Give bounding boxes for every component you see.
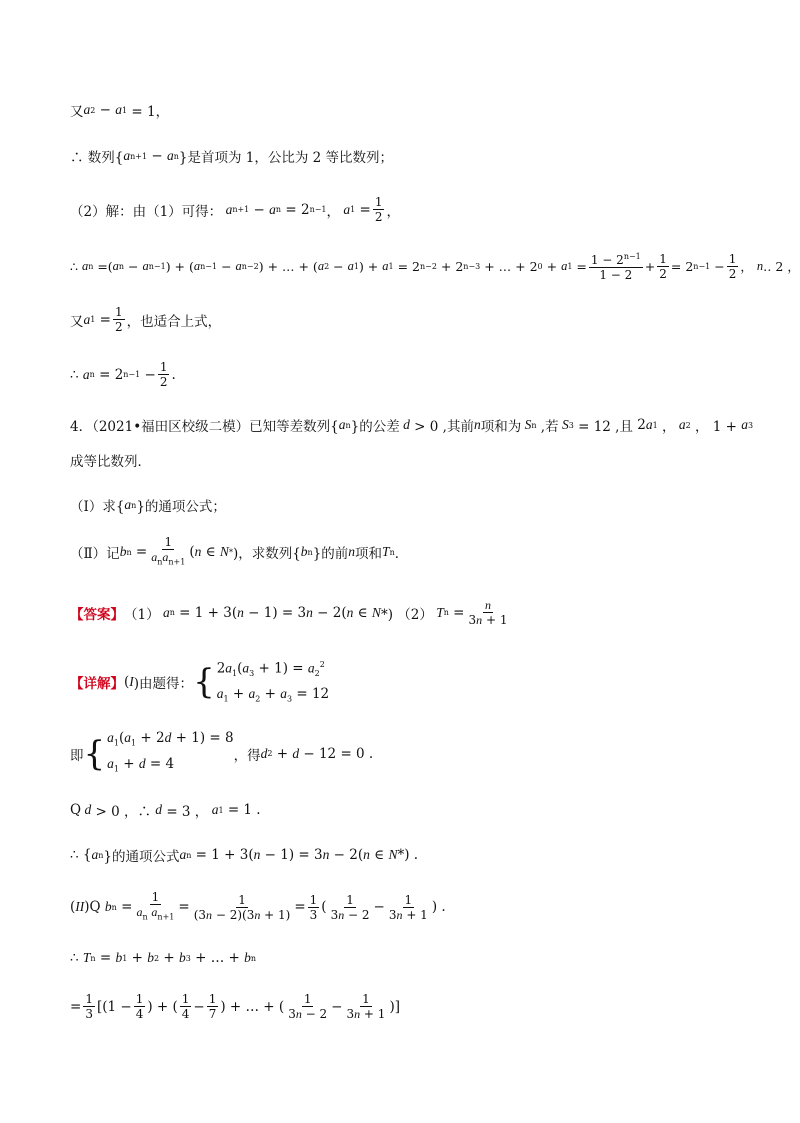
general-term-line: ∴ { a n }的通项公式 a n = 1 + 3( n − 1) = 3 n − 2( n ∈ N *) . <box>70 847 419 865</box>
bn-expression-line: ( II )Q b n = $\frac{1}{a_n a_{n+1}}$ = $\frac{1}{(3n - 2)(3n + 1)}$ = $\frac{1}{3}$ ( $\frac{1}{3n - 2}$ − $\frac{1}{3n + 1}$ ) . <box>70 890 446 922</box>
detail-line: 【详解】 ( I )由题得： { $2a_1(a_3 + 1) = a_2^2$ $a_1 + a_2 + a_3 = 12$ <box>70 660 330 704</box>
problem-4-statement: 4．（2021•福田区校级二模）已知等差数列{ a n }的公差 d > 0 ,其前 n 项和为 S n ,若 S 3 = 12 ,且 2 a 1 ， a 2 ， 1 + a 3 <box>70 417 754 435</box>
d-value-line: Q d > 0 ，∴ d = 3 ， a 1 = 1 . <box>70 802 261 820</box>
problem-4-statement-cont: 成等比数列． <box>70 454 151 470</box>
detail-label: 【详解】 <box>70 676 124 693</box>
line-an-result: ∴ a n = 2 n−1 − $\frac{1}{2}$ . <box>70 360 176 389</box>
question-part-1: （Ⅰ）求{ a n }的通项公式； <box>70 497 226 515</box>
system-substitution: 即 { $a_1(a_1 + 2d + 1) = 8$ $a_1 + d = 4$ ，得 d 2 + d − 12 = 0 . <box>70 730 374 774</box>
question-part-2: （Ⅱ）记 b n = $\frac{1}{a_na_{n+1}}$ ( n ∈ N * )，求数列{ b n }的前 n 项和 T n ． <box>70 535 409 567</box>
tn-sum-line: ∴ T n = b 1 + b 2 + b 3 + … + b n <box>70 950 257 966</box>
tn-telescoping-line: = $\frac{1}{3}$ [(1 − $\frac{1}{4}$ ) + ( $\frac{1}{4}$ − $\frac{1}{7}$ ) + … + ( $\frac{1}{3n - 2}$ − $\frac{1}{3n + 1}$ )] <box>70 992 400 1021</box>
line-telescoping-sum: ∴ a n =( a n − a n−1 ) + ( a n−1 − a n−2 ) + … + ( a 2 − a 1 ) + a 1 = 2 n−2 + 2 n−3 + … + 2 0 + a 1 = $\frac{1 - 2^{n-1}}{1 - 2}$ + $\frac{1}{2}$ = 2 n−1 − $\frac{1}{2}$ ， n ‥ 2 ， <box>70 251 800 282</box>
line-geometric-sequence-statement: ∴ 数列{ a n+1 − a n }是首项为 1，公比为 2 等比数列； <box>70 148 394 166</box>
answer-label: 【答案】 <box>70 606 124 623</box>
line-a2-minus-a1: 又 a 2 − a 1 = 1， <box>70 102 170 120</box>
answer-line: 【答案】 （1） a n = 1 + 3( n − 1) = 3 n − 2( n ∈ N *) （2） T n = $\frac{n}{3n + 1}$ <box>70 598 508 627</box>
line-part2-start: （2）解：由（1）可得： a n+1 − a n = 2 n−1 ， a 1 = $\frac{1}{2}$ ， <box>70 195 400 224</box>
line-a1-fits: 又 a 1 = $\frac{1}{2}$ ，也适合上式， <box>70 305 222 334</box>
